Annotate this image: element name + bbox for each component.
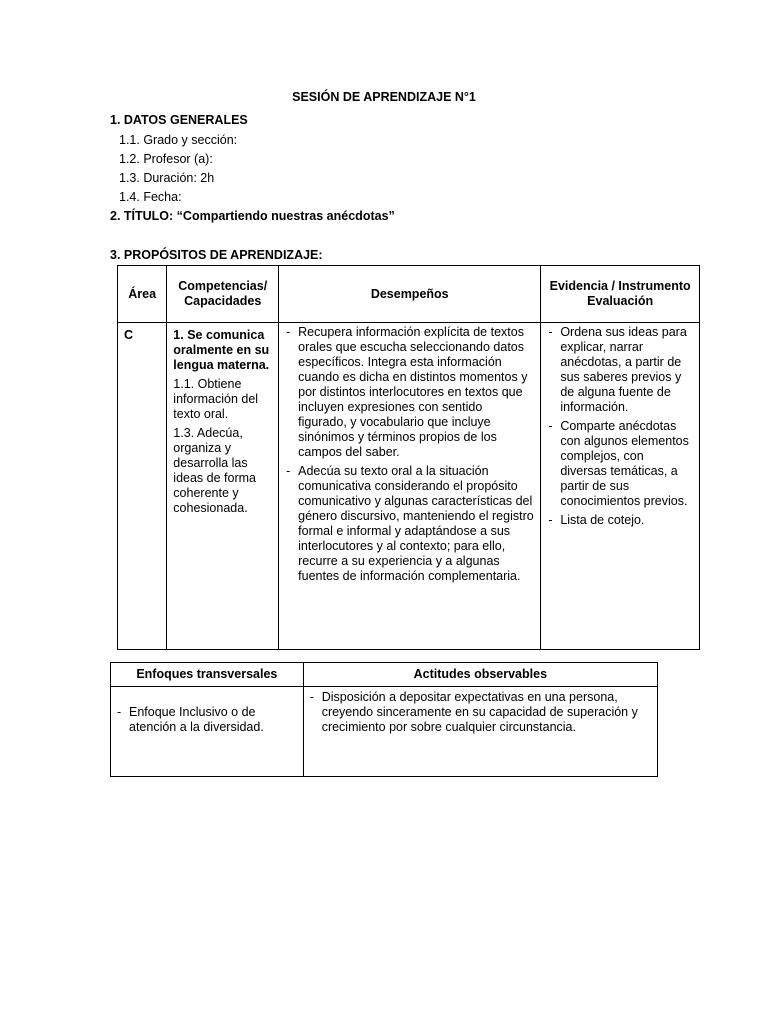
dash-bullet: - — [548, 513, 553, 527]
grado-seccion-field: 1.1. Grado y sección: — [119, 133, 238, 147]
dash-bullet: - — [117, 705, 122, 719]
area-header: Área — [118, 266, 167, 323]
datos-generales-list — [119, 131, 237, 207]
enfoques-header-row — [111, 663, 658, 687]
dash-bullet: - — [548, 325, 553, 339]
capacidad-item: 1.1. Obtiene información del texto oral. — [173, 377, 259, 421]
list-item — [548, 419, 693, 509]
table-row — [111, 687, 658, 777]
desempenos-cell — [279, 323, 541, 650]
actitud-text: Disposición a depositar expectativas en una persona, creyendo sinceramente en su capacidad de superación y crecimiento por sobre cualquier circunstancia. — [321, 690, 638, 734]
area-cell: C — [118, 323, 167, 650]
enfoques-table — [110, 662, 658, 777]
enfoque-cell — [111, 687, 304, 777]
evidencia-text: Ordena sus ideas para explicar, narrar anécdotas, a partir de sus saberes previos y de alguna fuente de información. — [560, 325, 687, 414]
evidencia-text: Lista de cotejo. — [560, 513, 645, 527]
propositos-heading: 3. PROPÓSITOS DE APRENDIZAJE: — [110, 248, 323, 262]
competencias-cell — [167, 323, 279, 650]
evidencia-header: Evidencia / Instrumento Evaluación — [541, 266, 700, 323]
dash-bullet: - — [286, 464, 291, 478]
evidencia-cell — [541, 323, 700, 650]
dash-bullet: - — [548, 419, 553, 433]
titulo-heading: 2. TÍTULO: “Compartiendo nuestras anécdotas” — [110, 209, 395, 223]
capacidad-item: 1.3. Adecúa, organiza y desarrolla las ideas de forma coherente y cohesionada. — [173, 426, 256, 515]
evidencia-text: Comparte anécdotas con algunos elementos complejos, con diversas temáticas, a partir de sus conocimientos previos. — [560, 419, 689, 508]
list-item — [548, 325, 693, 415]
list-item — [286, 464, 534, 584]
list-item — [117, 705, 297, 735]
table-row — [118, 323, 700, 650]
list-item — [310, 690, 651, 735]
page-title: SESIÓN DE APRENDIZAJE N°1 — [292, 90, 476, 104]
dash-bullet: - — [286, 325, 291, 339]
enfoques-header: Enfoques transversales — [111, 663, 304, 687]
actitud-cell — [303, 687, 657, 777]
desempeno-text: Adecúa su texto oral a la situación comunicativa considerando el propósito comunicativo y algunas características del género discursivo, manteniendo el registro formal e informal y adaptándose a sus interlocutores y al contexto; para ello, recurre a su experiencia y a algunas fuentes de información complementaria. — [298, 464, 534, 583]
profesor-field: 1.2. Profesor (a): — [119, 152, 213, 166]
competencias-header: Competencias/ Capacidades — [167, 266, 279, 323]
datos-generales-heading: 1. DATOS GENERALES — [110, 113, 248, 127]
list-item — [548, 513, 693, 528]
competencia-title: 1. Se comunica oralmente en su lengua materna. — [173, 328, 270, 372]
fecha-field: 1.4. Fecha: — [119, 190, 182, 204]
propositos-header-row — [118, 266, 700, 323]
enfoque-text: Enfoque Inclusivo o de atención a la diversidad. — [129, 705, 264, 734]
propositos-table — [117, 265, 700, 650]
actitudes-header: Actitudes observables — [303, 663, 657, 687]
desempenos-header: Desempeños — [279, 266, 541, 323]
dash-bullet: - — [309, 690, 314, 704]
list-item — [286, 325, 534, 460]
desempeno-text: Recupera información explícita de textos orales que escucha seleccionando datos específicos. Integra esta información cuando es dicha en distintos momentos y por distintos interlocutores en textos que incluyen expresiones con sentido figurado, y vocabulario que incluye sinónimos y términos propios de los campos del saber. — [298, 325, 528, 459]
duracion-field: 1.3. Duración: 2h — [119, 171, 215, 185]
